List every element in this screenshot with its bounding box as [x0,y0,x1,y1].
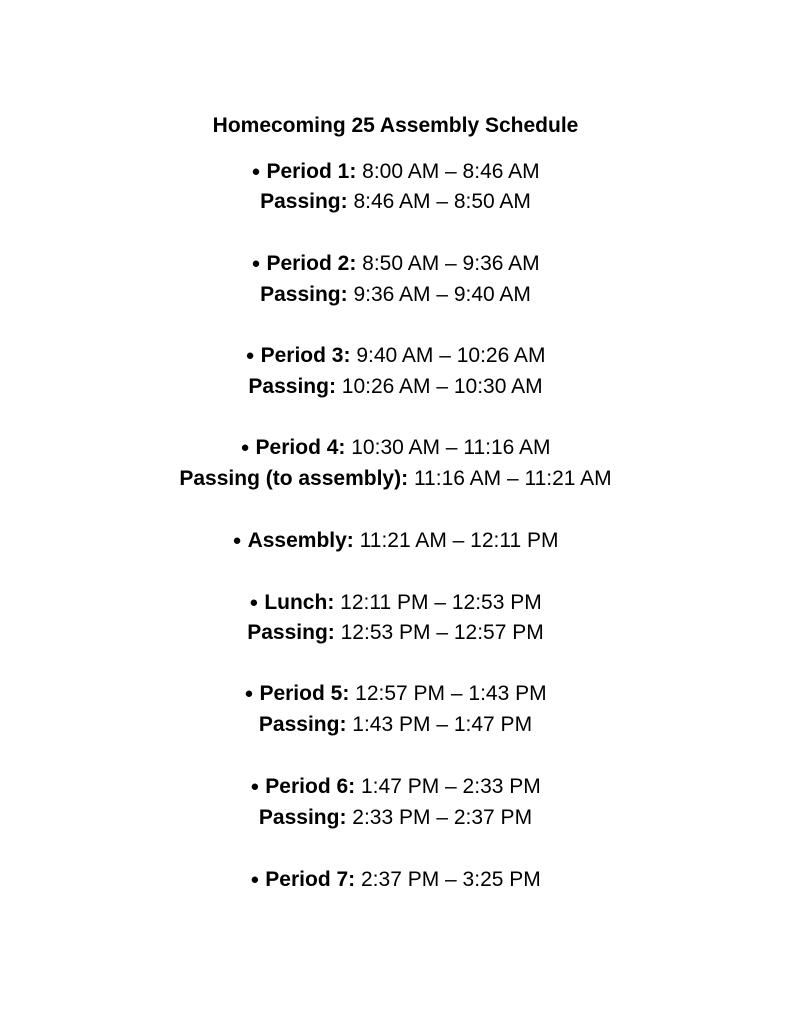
row-time: 9:36 AM – 9:40 AM [353,283,531,306]
row-time: 8:46 AM – 8:50 AM [353,190,531,213]
row-label: Passing: [248,375,336,398]
schedule-row [0,283,791,307]
schedule-row [0,252,791,278]
row-time: 9:40 AM – 10:26 AM [356,344,546,367]
schedule-row [0,160,791,186]
bullet-icon: ● [249,594,259,611]
row-time: 2:33 PM – 2:37 PM [352,806,533,829]
row-label: Assembly: [247,529,354,552]
schedule-row [0,436,791,462]
bullet-icon: ● [251,163,261,180]
schedule-row [0,529,791,555]
row-time: 1:43 PM – 1:47 PM [352,713,533,736]
row-label: Passing: [247,621,335,644]
schedule-row [0,591,791,617]
schedule-row [0,467,791,491]
bullet-icon: ● [250,778,260,795]
row-time: 10:30 AM – 11:16 AM [351,436,551,459]
schedule-row [0,190,791,214]
row-label: Passing (to assembly): [179,467,409,490]
row-label: Period 1: [266,160,357,183]
row-time: 2:37 PM – 3:25 PM [361,868,541,891]
schedule-row [0,806,791,830]
row-label: Period 4: [255,436,346,459]
row-label: Passing: [260,190,348,213]
schedule-row [0,775,791,801]
bullet-icon: ● [244,685,254,702]
row-time: 11:21 AM – 12:11 PM [359,529,559,552]
bullet-icon: ● [245,347,255,364]
row-time: 8:00 AM – 8:46 AM [362,160,540,183]
schedule-row [0,713,791,737]
row-label: Period 2: [266,252,357,275]
schedule-row [0,682,791,708]
schedule-row [0,868,791,894]
row-time: 12:11 PM – 12:53 PM [340,591,542,614]
row-time: 12:53 PM – 12:57 PM [340,621,544,644]
row-label: Period 5: [259,682,350,705]
bullet-icon: ● [251,255,261,272]
row-time: 8:50 AM – 9:36 AM [362,252,540,275]
row-time: 10:26 AM – 10:30 AM [341,375,543,398]
row-label: Passing: [258,806,347,829]
bullet-icon: ● [232,532,242,549]
row-label: Period 3: [260,344,351,367]
schedule-row [0,375,791,399]
row-time: 12:57 PM – 1:43 PM [355,682,547,705]
row-time: 11:16 AM – 11:21 AM [413,467,612,490]
row-label: Period 6: [265,775,356,798]
row-label: Passing: [258,713,347,736]
schedule-row [0,621,791,645]
bullet-icon: ● [240,439,250,456]
bullet-icon: ● [250,871,260,888]
schedule-row [0,344,791,370]
row-label: Passing: [260,283,348,306]
page-title: Homecoming 25 Assembly Schedule [212,114,579,137]
row-time: 1:47 PM – 2:33 PM [361,775,541,798]
row-label: Lunch: [264,591,335,614]
row-label: Period 7: [265,868,356,891]
